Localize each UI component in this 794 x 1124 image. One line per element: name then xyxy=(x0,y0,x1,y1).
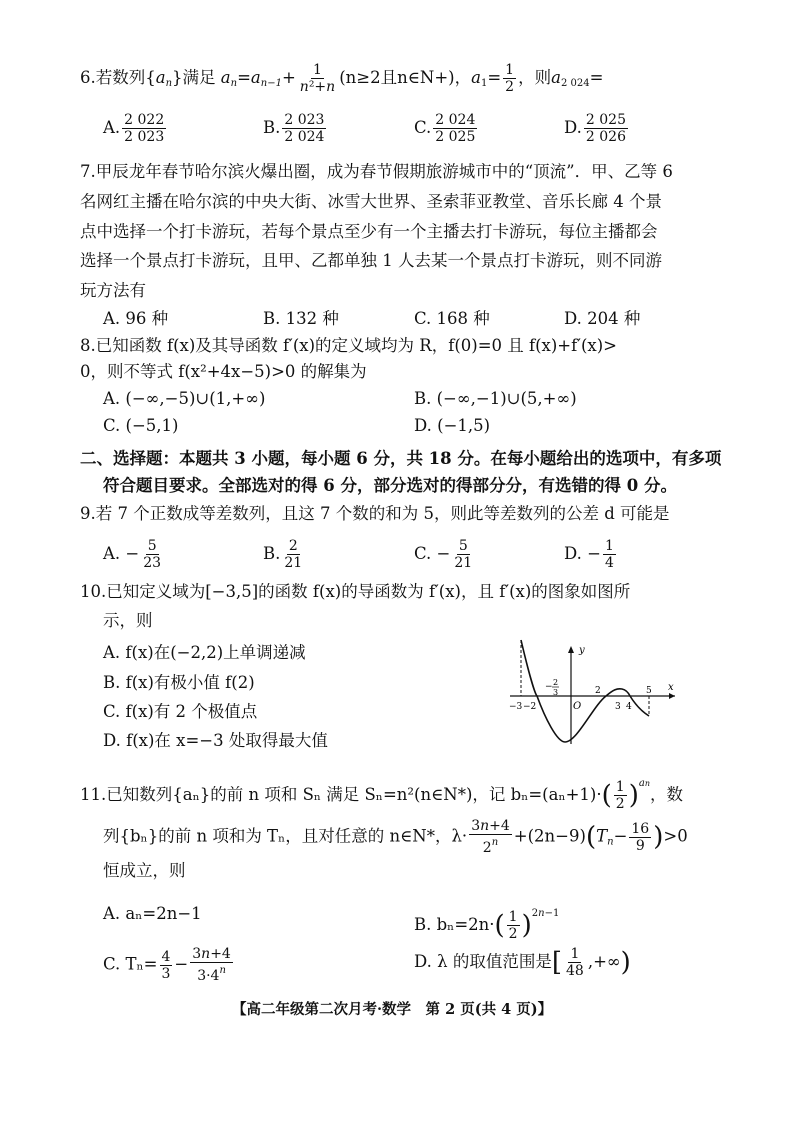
tick-neg3: −3 xyxy=(509,702,523,712)
tick-2: 2 xyxy=(595,686,601,696)
q11-option-b[interactable]: B. bₙ=2n·( $\frac{1}{2}$ )$^{2n-1}$ xyxy=(414,908,560,942)
q7-line-2: 名网红主播在哈尔滨的中央大街、冰雪大世界、圣索菲亚教堂、音乐长廊 4 个景 xyxy=(80,192,662,211)
section-2-header-line-1: 二、选择题：本题共 3 小题，每小题 6 分，共 18 分。在每小题给出的选项中，有多项 xyxy=(80,449,722,468)
q6-option-b[interactable]: B. $\frac{2 023}{2 024}$ xyxy=(263,112,325,145)
q8-line-1: 8.已知函数 f(x)及其导函数 f′(x)的定义域均为 R，f(0)=0 且 f(x)+f′(x)> xyxy=(80,336,617,355)
frac-sign: − xyxy=(545,682,553,692)
q10-option-a[interactable]: A. f(x)在(−2,2)上单调递减 xyxy=(103,643,306,662)
tick-5: 5 xyxy=(646,686,652,696)
q10-option-b[interactable]: B. f(x)有极小值 f(2) xyxy=(103,673,255,692)
tick-3: 3 xyxy=(615,702,621,712)
q7-option-b[interactable]: B. 132 种 xyxy=(263,309,339,328)
x-label: x xyxy=(668,682,674,693)
q7-option-a[interactable]: A. 96 种 xyxy=(103,309,169,328)
section-2-header-line-2: 符合题目要求。全部选对的得 6 分，部分选对的得部分分，有选错的得 0 分。 xyxy=(103,476,677,495)
q6-stem: 6.若数列$\{a_n\}$满足 $a_n=a_{n-1}+$ $\frac{1}{\text{n²+n}}$ (n≥2且n∈N+)，$a_1=$ $\frac{1}{2}$ ，则$a_{2 024}=$ xyxy=(80,62,604,95)
q7-option-d[interactable]: D. 204 种 xyxy=(564,309,641,328)
q9-stem: 9.若 7 个正数成等差数列，且这 7 个数的和为 5，则此等差数列的公差 d 可能是 xyxy=(80,504,670,523)
q8-option-b[interactable]: B. (−∞,−1)∪(5,+∞) xyxy=(414,389,577,408)
x-axis-arrow xyxy=(669,693,675,699)
derivative-curve xyxy=(521,640,649,742)
q9-option-b[interactable]: B. $\frac{2}{21}$ xyxy=(263,538,303,571)
q10-line-2: 示，则 xyxy=(103,611,153,630)
q11-stem-line-1: 11.已知数列{aₙ}的前 n 项和 Sₙ 满足 Sₙ=n²(n∈N*)，记 bₙ=(aₙ+1)·( $\frac{1}{2}$ )$^{an}$，数 xyxy=(80,778,683,812)
q11-option-d[interactable]: D. λ 的取值范围是[ $\frac{1}{48}$ ,+∞) xyxy=(414,946,631,979)
q7-option-c[interactable]: C. 168 种 xyxy=(414,309,490,328)
q6-option-c[interactable]: C. $\frac{2 024}{2 025}$ xyxy=(414,112,476,145)
q10-line-1: 10.已知定义域为[−3,5]的函数 f(x)的导函数为 f′(x)，且 f′(x)的图象如图所 xyxy=(80,582,631,601)
origin-label: O xyxy=(573,701,582,712)
page-footer: 【高二年级第二次月考·数学 第 2 页(共 4 页)】 xyxy=(232,1001,553,1018)
q11-option-c[interactable]: C. Tₙ= $\frac{4}{3}$ − $\frac{3n+4}{3\cdot 4^n}$ xyxy=(103,946,231,984)
q11-stem-line-3: 恒成立，则 xyxy=(103,861,186,880)
q8-option-a[interactable]: A. (−∞,−5)∪(1,+∞) xyxy=(103,389,266,408)
q8-line-2: 0，则不等式 f(x²+4x−5)>0 的解集为 xyxy=(80,362,367,381)
q10-option-d[interactable]: D. f(x)在 x=−3 处取得最大值 xyxy=(103,731,328,750)
q6-option-a[interactable]: A. $\frac{2 022}{2 023}$ xyxy=(103,112,165,145)
y-label: y xyxy=(579,645,585,656)
y-axis-arrow xyxy=(568,646,574,653)
frac-den: 3 xyxy=(553,688,559,697)
q6-option-d[interactable]: D. $\frac{2 025}{2 026}$ xyxy=(564,112,626,145)
frac-num: 2 xyxy=(553,678,559,687)
tick-4: 4 xyxy=(626,702,632,712)
derivative-graph xyxy=(505,636,680,748)
q10-option-c[interactable]: C. f(x)有 2 个极值点 xyxy=(103,702,258,721)
q9-option-a[interactable]: A. − $\frac{5}{23}$ xyxy=(103,538,162,571)
q7-line-4: 选择一个景点打卡游玩，且甲、乙都单独 1 人去某一个景点打卡游玩，则不同游 xyxy=(80,251,662,270)
q8-option-d[interactable]: D. (−1,5) xyxy=(414,416,491,435)
q7-line-3: 点中选择一个打卡游玩，若每个景点至少有一个主播去打卡游玩，每位主播都会 xyxy=(80,222,658,241)
q11-stem-line-2: 列{bₙ}的前 n 项和为 Tₙ，且对任意的 n∈N*，λ· $\frac{3n+4}{2^n}$ $+(2n-9)(T_n-$ $\frac{16}{9}$ )>0 xyxy=(103,818,688,856)
q7-line-5: 玩方法有 xyxy=(80,281,146,300)
q9-option-c[interactable]: C. − $\frac{5}{21}$ xyxy=(414,538,473,571)
q11-option-a[interactable]: A. aₙ=2n−1 xyxy=(103,904,202,923)
q9-option-d[interactable]: D. − $\frac{1}{4}$ xyxy=(564,538,614,571)
tick-neg2: −2 xyxy=(523,702,537,712)
q7-line-1: 7.甲辰龙年春节哈尔滨火爆出圈，成为春节假期旅游城市中的“顶流”．甲、乙等 6 xyxy=(80,162,673,181)
q8-option-c[interactable]: C. (−5,1) xyxy=(103,416,179,435)
